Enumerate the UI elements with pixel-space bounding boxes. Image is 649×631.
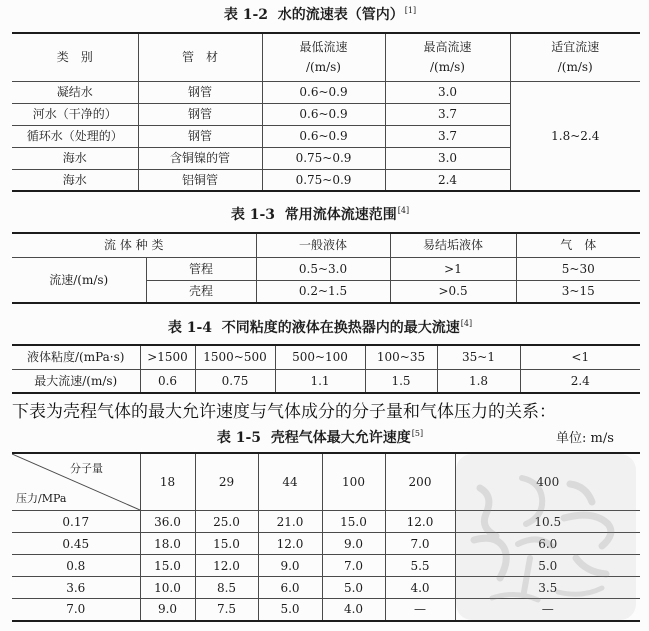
cell-category: 循环水（处理的） — [12, 125, 138, 147]
header-molecular-weight: 44 — [258, 453, 322, 511]
header-min-velocity — [262, 33, 385, 81]
table-cell: <1 — [520, 345, 640, 369]
table-row — [12, 577, 640, 599]
cell-category: 凝结水 — [12, 81, 138, 103]
table-cell: 15.0 — [195, 533, 258, 555]
table-row — [12, 345, 640, 369]
table-cell: 25.0 — [195, 511, 258, 533]
table-cell: 5.5 — [385, 555, 455, 577]
header-unit: /(m/s) — [557, 60, 593, 75]
header-max-velocity — [385, 33, 510, 81]
header-molecular-weight: 200 — [385, 453, 455, 511]
reference-mark: [4] — [460, 319, 473, 328]
table-cell: 9.0 — [140, 599, 195, 621]
table-cell: 1.1 — [275, 369, 365, 393]
cell-max-velocity: 3.7 — [385, 103, 510, 125]
cell-category: 海水 — [12, 147, 138, 169]
header-suitable-velocity — [510, 33, 640, 81]
header-unit: /(m/s) — [306, 60, 341, 75]
table-header-row — [12, 33, 640, 81]
table-row — [12, 555, 640, 577]
table-cell: 0.75 — [195, 369, 275, 393]
diagonal-corner — [12, 454, 140, 510]
table-1-5-title — [0, 430, 640, 448]
table-cell: >0.5 — [390, 280, 516, 303]
title-text: 表 1-4 不同粘度的液体在换热器内的最大流速 — [167, 320, 460, 336]
header-label: 最低流速 — [299, 40, 348, 55]
intro-paragraph: 下表为壳程气体的最大允许速度与气体成分的分子量和气体压力的关系： — [12, 402, 556, 422]
table-row — [12, 533, 640, 555]
table-cell: 3.5 — [455, 577, 640, 599]
table-1-2-title — [0, 7, 640, 25]
table-cell: 7.0 — [385, 533, 455, 555]
diagonal-corner-cell — [12, 453, 140, 511]
cell-material: 钢管 — [138, 81, 262, 103]
reference-mark: [1] — [404, 6, 417, 15]
table-cell: 15.0 — [322, 511, 385, 533]
table-cell: 10.0 — [140, 577, 195, 599]
cell-suitable-velocity: 1.8~2.4 — [510, 81, 640, 191]
cell-max-velocity: 3.0 — [385, 147, 510, 169]
cell-min-velocity: 0.6~0.9 — [262, 125, 385, 147]
table-cell: 12.0 — [195, 555, 258, 577]
table-cell: >1500 — [140, 345, 195, 369]
table-cell: 1500~500 — [195, 345, 275, 369]
unit-label: 单位: m/s — [556, 431, 614, 446]
corner-label-pressure: 压力/MPa — [16, 492, 67, 505]
table-cell: 5.0 — [322, 577, 385, 599]
header-material: 管 材 — [138, 33, 262, 81]
row-label-velocity: 流速/(m/s) — [12, 257, 146, 303]
table-cell: 4.0 — [322, 599, 385, 621]
table-cell: 0.2~1.5 — [256, 280, 390, 303]
table-cell: 21.0 — [258, 511, 322, 533]
header-label: 最高流速 — [423, 40, 472, 55]
title-text: 表 1-5 壳程气体最大允许速度 — [216, 430, 411, 446]
cell-category: 海水 — [12, 169, 138, 191]
header-category: 类 别 — [12, 33, 138, 81]
table-cell: 5.0 — [455, 555, 640, 577]
table-cell: 5~30 — [516, 257, 640, 280]
cell-material: 钢管 — [138, 103, 262, 125]
table-row — [12, 369, 640, 393]
row-label-viscosity: 液体粘度/(mPa·s) — [12, 345, 140, 369]
table-row — [12, 257, 640, 280]
table-cell: 10.5 — [455, 511, 640, 533]
table-1-4-title — [0, 320, 640, 338]
cell-max-velocity: 3.7 — [385, 125, 510, 147]
header-general-liquid: 一般液体 — [256, 233, 390, 257]
cell-max-velocity: 3.0 — [385, 81, 510, 103]
cell-material: 铝铜管 — [138, 169, 262, 191]
viscosity-max-velocity-table — [12, 344, 640, 394]
table-cell: 4.0 — [385, 577, 455, 599]
table-row — [12, 599, 640, 621]
table-cell: 36.0 — [140, 511, 195, 533]
header-label: 适宜流速 — [551, 40, 600, 55]
table-header-row — [12, 453, 640, 511]
header-gas: 气 体 — [516, 233, 640, 257]
table-cell: >1 — [390, 257, 516, 280]
cell-material: 钢管 — [138, 125, 262, 147]
table-cell: 8.5 — [195, 577, 258, 599]
cell-pressure: 0.45 — [12, 533, 140, 555]
header-molecular-weight: 400 — [455, 453, 640, 511]
table-cell: 9.0 — [322, 533, 385, 555]
table-cell: 15.0 — [140, 555, 195, 577]
table-cell: 5.0 — [258, 599, 322, 621]
table-cell: 12.0 — [385, 511, 455, 533]
table-cell: 35~1 — [437, 345, 520, 369]
cell-pressure: 3.6 — [12, 577, 140, 599]
table-row — [12, 511, 640, 533]
header-molecular-weight: 18 — [140, 453, 195, 511]
cell-max-velocity: 2.4 — [385, 169, 510, 191]
header-fouling-liquid: 易结垢液体 — [390, 233, 516, 257]
table-row — [12, 81, 640, 103]
cell-min-velocity: 0.6~0.9 — [262, 103, 385, 125]
cell-pressure: 0.8 — [12, 555, 140, 577]
corner-label-molecular-weight: 分子量 — [70, 462, 103, 475]
table-1-3-title — [0, 207, 640, 225]
header-fluid-type: 流 体 种 类 — [12, 233, 256, 257]
cell-shell-side: 壳程 — [146, 280, 256, 303]
row-label-max-velocity: 最大流速/(m/s) — [12, 369, 140, 393]
reference-mark: [4] — [397, 206, 410, 215]
cell-min-velocity: 0.75~0.9 — [262, 169, 385, 191]
table-cell: 0.6 — [140, 369, 195, 393]
table-cell: 3~15 — [516, 280, 640, 303]
water-velocity-table — [12, 32, 640, 192]
title-text: 表 1-2 水的流速表（管内） — [223, 7, 404, 23]
reference-mark: [5] — [411, 429, 424, 438]
table-cell: 18.0 — [140, 533, 195, 555]
table-cell: 1.5 — [365, 369, 437, 393]
table-cell: 500~100 — [275, 345, 365, 369]
table-cell: 1.8 — [437, 369, 520, 393]
cell-min-velocity: 0.75~0.9 — [262, 147, 385, 169]
table-cell: 6.0 — [455, 533, 640, 555]
table-cell: 7.0 — [322, 555, 385, 577]
cell-min-velocity: 0.6~0.9 — [262, 81, 385, 103]
cell-material: 含铜镍的管 — [138, 147, 262, 169]
cell-pressure: 7.0 — [12, 599, 140, 621]
table-cell: 12.0 — [258, 533, 322, 555]
table-cell: 6.0 — [258, 577, 322, 599]
fluid-velocity-range-table — [12, 232, 640, 304]
shell-gas-max-velocity-table — [12, 452, 640, 622]
table-cell: 0.5~3.0 — [256, 257, 390, 280]
table-cell: 9.0 — [258, 555, 322, 577]
cell-category: 河水（干净的） — [12, 103, 138, 125]
table-cell: — — [455, 599, 640, 621]
header-unit: /(m/s) — [430, 60, 465, 75]
title-text: 表 1-3 常用流体流速范围 — [230, 207, 397, 223]
table-header-row — [12, 233, 640, 257]
table-cell: 100~35 — [365, 345, 437, 369]
header-molecular-weight: 29 — [195, 453, 258, 511]
header-molecular-weight: 100 — [322, 453, 385, 511]
cell-tube-side: 管程 — [146, 257, 256, 280]
table-cell: 2.4 — [520, 369, 640, 393]
table-cell: — — [385, 599, 455, 621]
cell-pressure: 0.17 — [12, 511, 140, 533]
table-cell: 7.5 — [195, 599, 258, 621]
